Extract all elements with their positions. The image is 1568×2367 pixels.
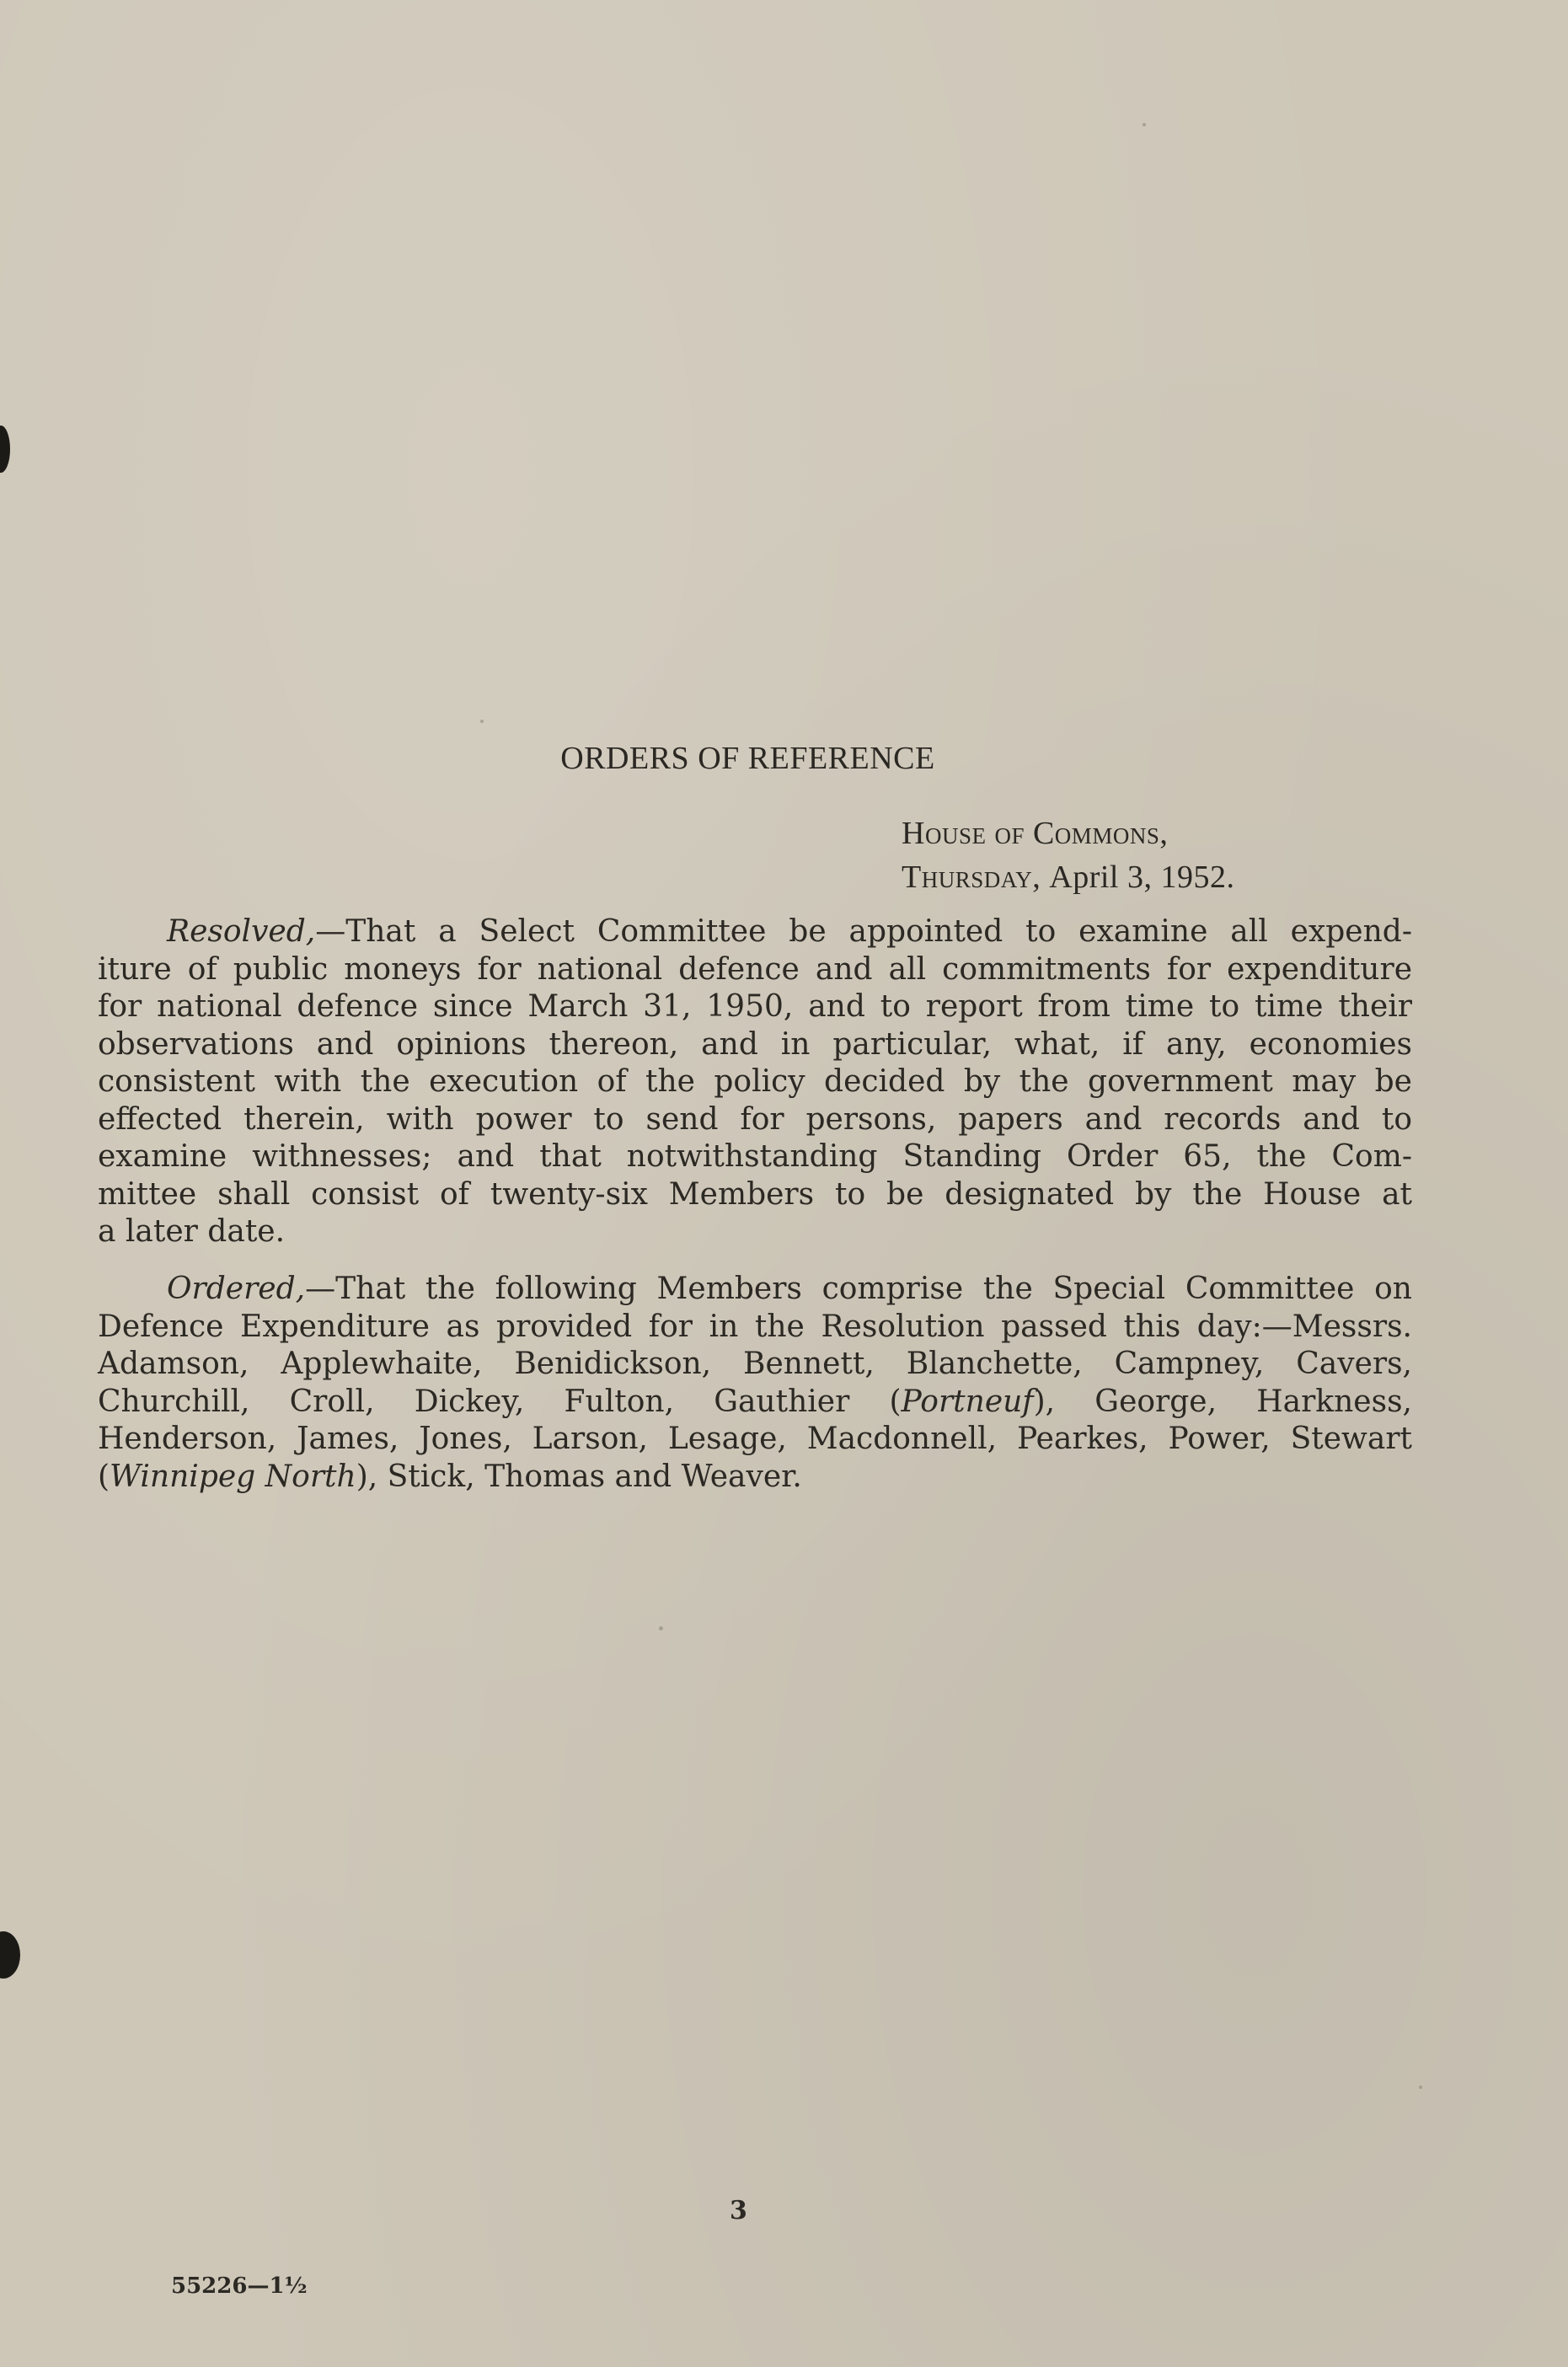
resolved-line: a later date. xyxy=(98,1214,286,1249)
binding-hole-top xyxy=(0,426,10,473)
resolved-line xyxy=(98,913,1412,951)
binding-hole-bottom xyxy=(0,1931,20,1979)
dateline-day: Thursday, xyxy=(902,860,1041,895)
ordered-line xyxy=(98,1459,1412,1497)
resolved-line: effected therein, with power to send for persons, papers and records and to xyxy=(98,1101,1412,1137)
footer-print-code: 55226—1½ xyxy=(171,2273,308,2299)
ordered-line: Adamson, Applewhaite, Benidickson, Bennett, Blanchette, Campney, Cavers, xyxy=(98,1347,1412,1381)
paper-speck xyxy=(1143,123,1146,126)
paper-speck xyxy=(659,1626,663,1631)
resolved-paragraph xyxy=(98,913,1412,1251)
ordered-line-text: ( xyxy=(98,1459,110,1494)
dateline-house: House of Commons, xyxy=(902,816,1169,851)
ordered-line-text: —That the following Members comprise the Special Committee on xyxy=(305,1272,1412,1306)
ordered-line: Henderson, James, Jones, Larson, Lesage, Macdonnell, Pearkes, Power, Stewart xyxy=(98,1422,1412,1456)
ordered-paragraph xyxy=(98,1271,1412,1496)
dateline-date-text: April 3, 1952. xyxy=(1049,860,1235,895)
paper-speck xyxy=(1419,2086,1422,2089)
ordered-line-text: ), Stick, Thomas and Weaver. xyxy=(356,1459,802,1494)
paper-speck xyxy=(480,720,484,723)
resolved-line: examine withnesses; and that notwithstanding Standing Order 65, the Com- xyxy=(98,1139,1412,1174)
constituency-winnipeg-north: Winnipeg North xyxy=(110,1459,356,1494)
resolved-line: mittee shall consist of twenty-six Members to be designated by the House at xyxy=(98,1176,1412,1212)
resolved-line-text: —That a Select Committee be appointed to examine all expend- xyxy=(315,914,1412,949)
constituency-portneuf: Portneuf xyxy=(901,1384,1034,1419)
ordered-line xyxy=(98,1384,1412,1422)
dateline-date xyxy=(902,859,1234,896)
ordered-line xyxy=(98,1271,1412,1309)
ordered-lead: Ordered, xyxy=(167,1272,306,1306)
ordered-line: Defence Expenditure as provided for in the Resolution passed this day:—Messrs. xyxy=(98,1309,1412,1344)
resolved-line: observations and opinions thereon, and in particular, what, if any, economies xyxy=(98,1026,1412,1062)
page-heading: ORDERS OF REFERENCE xyxy=(560,741,935,776)
ordered-line-text: Churchill, Croll, Dickey, Fulton, Gauthier ( xyxy=(98,1384,902,1419)
resolved-lead: Resolved, xyxy=(167,914,316,949)
ordered-line-text: ), George, Harkness, xyxy=(1033,1384,1412,1419)
resolved-line: consistent with the execution of the policy decided by the government may be xyxy=(98,1064,1412,1099)
page-number: 3 xyxy=(730,2196,747,2225)
resolved-line: for national defence since March 31, 1950, and to report from time to time their xyxy=(98,989,1412,1024)
resolved-line: iture of public moneys for national defence and all commitments for expenditure xyxy=(98,951,1412,987)
